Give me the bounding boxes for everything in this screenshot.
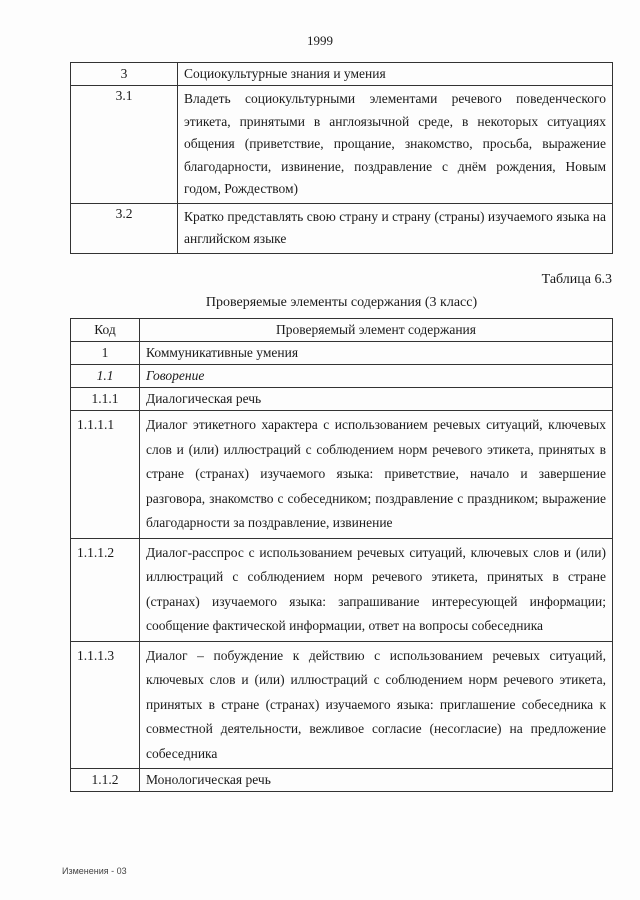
table-row [71, 203, 613, 253]
row-code: 1.1.2 [71, 769, 140, 792]
row-code: 1.1.1.2 [71, 538, 140, 641]
row-text: Социокультурные знания и умения [178, 63, 613, 86]
row-code: 1.1.1.3 [71, 641, 140, 769]
row-text: Коммуникативные умения [140, 342, 613, 365]
row-code: 3 [71, 63, 178, 86]
table-row [71, 63, 613, 86]
content-elements-table [70, 318, 613, 792]
row-text: Диалог – побуждение к действию с использованием речевых ситуаций, ключевых слов и (или) иллюстраций с соблюдением норм речевого этикета, принятых в стране (странах) изучаемого языка: приглашение собеседника к совместной деятельности, вежливое согласие (несогласие) на предложение собеседника [140, 641, 613, 769]
footer-note: Изменения - 03 [62, 866, 127, 876]
competencies-table [70, 62, 613, 254]
table-row [71, 641, 613, 769]
row-text: Диалогическая речь [140, 388, 613, 411]
table-label: Таблица 6.3 [541, 272, 612, 287]
row-code: 1 [71, 342, 140, 365]
row-text: Владеть социокультурными элементами речевого поведенческого этикета, принятыми в англоязычной среде, в некоторых ситуациях общения (приветствие, прощание, знакомство, просьба, выражение благодарности, извинение, поздравление с днём рождения, Новым годом, Рождеством) [178, 86, 613, 204]
page-number: 1999 [307, 33, 333, 48]
row-text: Говорение [140, 365, 613, 388]
row-text: Монологическая речь [140, 769, 613, 792]
row-text: Диалог-расспрос с использованием речевых ситуаций, ключевых слов и (или) иллюстраций с соблюдением норм речевого этикета, принятых в стране (странах) изучаемого языка: запрашивание интересующей информации; сообщение фактической информации, ответ на вопросы собеседника [140, 538, 613, 641]
row-code: 3.2 [71, 203, 178, 253]
table-row [71, 365, 613, 388]
row-text: Кратко представлять свою страну и страну (страны) изучаемого языка на английском языке [178, 203, 613, 253]
table-row [71, 388, 613, 411]
table-row [71, 342, 613, 365]
table-row [71, 411, 613, 539]
table-header-row [71, 319, 613, 342]
table-row [71, 86, 613, 204]
row-code: 3.1 [71, 86, 178, 204]
table-row [71, 769, 613, 792]
table-row [71, 538, 613, 641]
row-code: 1.1 [71, 365, 140, 388]
row-code: 1.1.1.1 [71, 411, 140, 539]
row-text: Диалог этикетного характера с использованием речевых ситуаций, ключевых слов и (или) иллюстраций с соблюдением норм речевого этикета, принятых в стране (странах) изучаемого языка: приветствие, начало и завершение разговора, знакомство с собеседником; поздравление с праздником; выражение благодарности за поздравление, извинение [140, 411, 613, 539]
column-header-code: Код [71, 319, 140, 342]
table-title: Проверяемые элементы содержания (3 класс) [205, 295, 478, 310]
column-header-element: Проверяемый элемент содержания [140, 319, 613, 342]
row-code: 1.1.1 [71, 388, 140, 411]
